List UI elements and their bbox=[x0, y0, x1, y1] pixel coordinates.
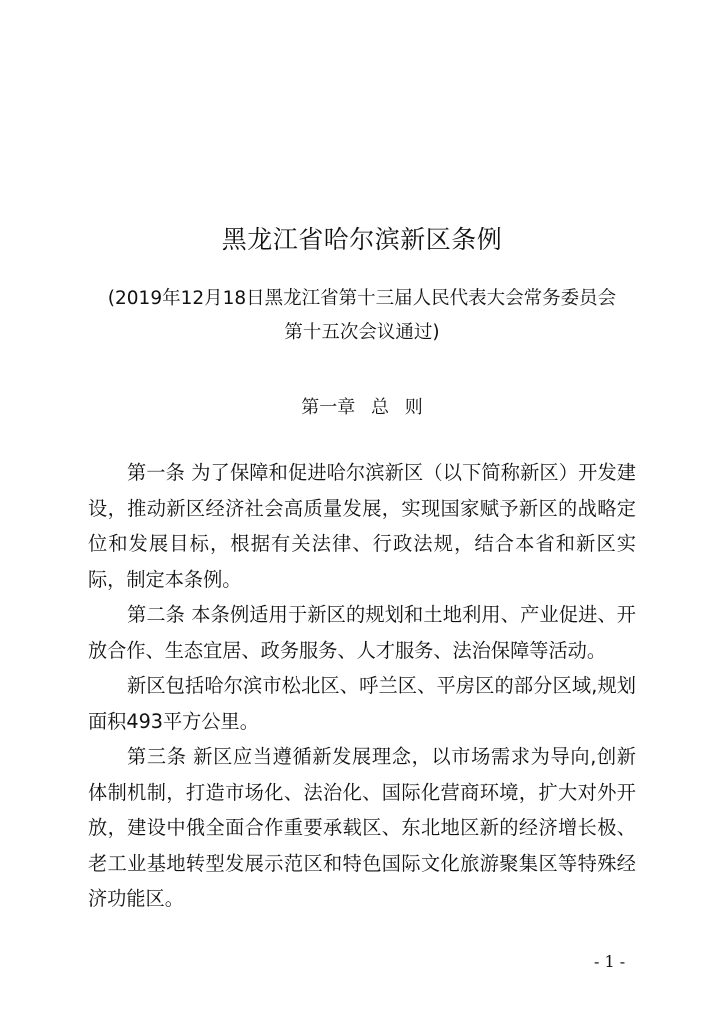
article-2: 第二条 本条例适用于新区的规划和土地利用、产业促进、开放合作、生态宜居、政务服务、人才服务、法治保障等活动。 bbox=[88, 603, 636, 662]
adoption-note-line-2: 第十五次会议通过) bbox=[284, 322, 440, 343]
document-title: 黑龙江省哈尔滨新区条例 bbox=[221, 225, 503, 254]
chapter-heading: 第一章 总 则 bbox=[301, 397, 423, 418]
article-3: 第三条 新区应当遵循新发展理念，以市场需求为导向,创新体制机制，打造市场化、法治化、国际化营商环境，扩大对外开放，建设中俄全面合作重要承载区、东北地区新的经济增长极、老工业基地转型发展示范区和特色国际文化旅游聚集区等特殊经济功能区。 bbox=[88, 745, 636, 910]
document-body bbox=[88, 455, 636, 917]
article-1: 第一条 为了保障和促进哈尔滨新区（以下简称新区）开发建设，推动新区经济社会高质量发展，实现国家赋予新区的战略定位和发展目标，根据有关法律、行政法规，结合本省和新区实际，制定本条例。 bbox=[88, 461, 636, 591]
article-2-scope: 新区包括哈尔滨市松北区、呼兰区、平房区的部分区域,规划面积493平方公里。 bbox=[88, 674, 636, 733]
page-number: - 1 - bbox=[594, 952, 626, 971]
adoption-note-line-1: (2019年12月18日黑龙江省第十三届人民代表大会常务委员会 bbox=[107, 288, 617, 309]
